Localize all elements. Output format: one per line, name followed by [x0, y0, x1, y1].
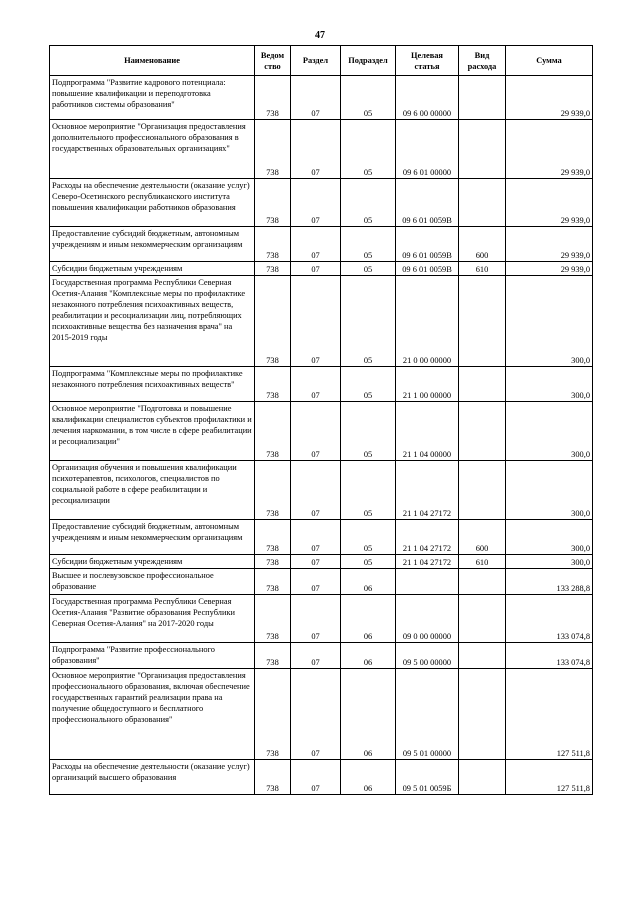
- cell-tsel: 21 0 00 00000: [396, 276, 459, 367]
- cell-vid: [459, 669, 506, 760]
- cell-razdel: 07: [291, 367, 341, 402]
- col-header-tsel: Целевая статья: [396, 46, 459, 76]
- cell-razdel: 07: [291, 760, 341, 795]
- table-row: [50, 669, 593, 760]
- col-header-summa: Сумма: [506, 46, 593, 76]
- table-row: [50, 179, 593, 227]
- cell-vedom: 738: [255, 643, 291, 669]
- cell-name: Основное мероприятие "Организация предоставления профессионального образования, включая обеспечение государственных гарантий реализации права на получение общедоступного и бесплатного профессионального образования": [50, 669, 255, 760]
- cell-name: Высшее и послевузовское профессиональное образование: [50, 569, 255, 595]
- cell-vid: 600: [459, 520, 506, 555]
- cell-vid: [459, 461, 506, 520]
- cell-tsel: 09 6 01 0059В: [396, 227, 459, 262]
- cell-summa: 29 939,0: [506, 179, 593, 227]
- cell-podrazdel: 05: [341, 367, 396, 402]
- cell-podrazdel: 06: [341, 669, 396, 760]
- cell-name: Основное мероприятие "Организация предоставления дополнительного профессионального образования в государственных образовательных организациях": [50, 120, 255, 179]
- cell-razdel: 07: [291, 262, 341, 276]
- cell-tsel: 21 1 04 27172: [396, 461, 459, 520]
- cell-razdel: 07: [291, 227, 341, 262]
- cell-vedom: 738: [255, 227, 291, 262]
- cell-name: Расходы на обеспечение деятельности (оказание услуг) Северо-Осетинского республиканского института повышения квалификации работников образования: [50, 179, 255, 227]
- cell-vedom: 738: [255, 179, 291, 227]
- cell-name: Предоставление субсидий бюджетным, автономным учреждениям и иным некоммерческим организациям: [50, 227, 255, 262]
- cell-vid: [459, 760, 506, 795]
- table-row: [50, 402, 593, 461]
- page-number: 47: [315, 30, 325, 41]
- cell-vedom: 738: [255, 367, 291, 402]
- cell-vid: [459, 569, 506, 595]
- cell-summa: 300,0: [506, 276, 593, 367]
- col-header-vid: Вид расхода: [459, 46, 506, 76]
- cell-razdel: 07: [291, 669, 341, 760]
- cell-podrazdel: 06: [341, 569, 396, 595]
- cell-razdel: 07: [291, 402, 341, 461]
- cell-name: Государственная программа Республики Северная Осетия-Алания "Комплексные меры по профилактике незаконного потребления психоактивных веществ, реабилитации и ресоциализации лиц, потребляющих психоактивные вещества без назначения врача" на 2015-2019 годы: [50, 276, 255, 367]
- cell-vid: [459, 276, 506, 367]
- cell-razdel: 07: [291, 461, 341, 520]
- table-row: [50, 643, 593, 669]
- cell-tsel: 09 5 01 00000: [396, 669, 459, 760]
- table-row: [50, 595, 593, 643]
- table-row: [50, 760, 593, 795]
- cell-tsel: 09 6 01 0059В: [396, 179, 459, 227]
- table-header-row: [50, 46, 593, 76]
- table-row: [50, 461, 593, 520]
- cell-summa: 29 939,0: [506, 120, 593, 179]
- cell-vedom: 738: [255, 461, 291, 520]
- cell-podrazdel: 05: [341, 262, 396, 276]
- cell-summa: 300,0: [506, 461, 593, 520]
- cell-vid: 600: [459, 227, 506, 262]
- cell-vid: 610: [459, 262, 506, 276]
- cell-vedom: 738: [255, 262, 291, 276]
- cell-name: Основное мероприятие "Подготовка и повышение квалификации специалистов субъектов профилактики и лечения наркомании, в том числе в сфере реабилитации и ресоциализации": [50, 402, 255, 461]
- cell-vedom: 738: [255, 120, 291, 179]
- cell-podrazdel: 05: [341, 461, 396, 520]
- cell-vedom: 738: [255, 669, 291, 760]
- table-row: [50, 227, 593, 262]
- cell-tsel: 21 1 04 27172: [396, 520, 459, 555]
- table-row: [50, 276, 593, 367]
- cell-tsel: 09 6 00 00000: [396, 76, 459, 120]
- col-header-razdel: Раздел: [291, 46, 341, 76]
- cell-podrazdel: 06: [341, 643, 396, 669]
- cell-name: Субсидии бюджетным учреждениям: [50, 555, 255, 569]
- cell-vedom: 738: [255, 760, 291, 795]
- cell-vid: [459, 179, 506, 227]
- cell-razdel: 07: [291, 569, 341, 595]
- cell-tsel: 21 1 00 00000: [396, 367, 459, 402]
- cell-summa: 300,0: [506, 402, 593, 461]
- cell-podrazdel: 05: [341, 555, 396, 569]
- table-row: [50, 120, 593, 179]
- cell-summa: 300,0: [506, 367, 593, 402]
- table-row: [50, 555, 593, 569]
- cell-name: Предоставление субсидий бюджетным, автономным учреждениям и иным некоммерческим организациям: [50, 520, 255, 555]
- cell-tsel: 09 5 01 0059Б: [396, 760, 459, 795]
- cell-name: Подпрограмма "Развитие профессионального образования": [50, 643, 255, 669]
- table-row: [50, 367, 593, 402]
- table-row: [50, 569, 593, 595]
- cell-name: Подпрограмма "Комплексные меры по профилактике незаконного потребления психоактивных веществ": [50, 367, 255, 402]
- cell-vid: 610: [459, 555, 506, 569]
- table-row: [50, 76, 593, 120]
- cell-podrazdel: 05: [341, 120, 396, 179]
- cell-name: Субсидии бюджетным учреждениям: [50, 262, 255, 276]
- cell-vedom: 738: [255, 276, 291, 367]
- cell-tsel: [396, 569, 459, 595]
- cell-razdel: 07: [291, 276, 341, 367]
- cell-tsel: 09 6 01 0059В: [396, 262, 459, 276]
- cell-vedom: 738: [255, 555, 291, 569]
- cell-summa: 29 939,0: [506, 262, 593, 276]
- cell-podrazdel: 05: [341, 227, 396, 262]
- cell-summa: 133 288,8: [506, 569, 593, 595]
- cell-razdel: 07: [291, 520, 341, 555]
- cell-razdel: 07: [291, 555, 341, 569]
- cell-tsel: 09 6 01 00000: [396, 120, 459, 179]
- cell-podrazdel: 05: [341, 402, 396, 461]
- cell-name: Организация обучения и повышения квалификации психотерапевтов, психологов, специалистов по социальной работе в сфере реабилитации и ресоциализации: [50, 461, 255, 520]
- cell-vedom: 738: [255, 520, 291, 555]
- col-header-vedom: Ведом ство: [255, 46, 291, 76]
- cell-summa: 133 074,8: [506, 643, 593, 669]
- cell-podrazdel: 05: [341, 179, 396, 227]
- cell-vid: [459, 367, 506, 402]
- cell-vid: [459, 76, 506, 120]
- cell-vid: [459, 120, 506, 179]
- cell-name: Расходы на обеспечение деятельности (оказание услуг) организаций высшего образования: [50, 760, 255, 795]
- cell-podrazdel: 05: [341, 276, 396, 367]
- cell-summa: 127 511,8: [506, 669, 593, 760]
- cell-name: Подпрограмма "Развитие кадрового потенциала: повышение квалификации и переподготовка работников системы образования": [50, 76, 255, 120]
- cell-razdel: 07: [291, 595, 341, 643]
- cell-vedom: 738: [255, 76, 291, 120]
- cell-podrazdel: 05: [341, 76, 396, 120]
- cell-tsel: 09 5 00 00000: [396, 643, 459, 669]
- table-body: [50, 76, 593, 795]
- cell-summa: 300,0: [506, 555, 593, 569]
- cell-tsel: 21 1 04 27172: [396, 555, 459, 569]
- cell-podrazdel: 06: [341, 760, 396, 795]
- cell-razdel: 07: [291, 643, 341, 669]
- cell-razdel: 07: [291, 120, 341, 179]
- cell-summa: 29 939,0: [506, 227, 593, 262]
- cell-tsel: 21 1 04 00000: [396, 402, 459, 461]
- cell-summa: 300,0: [506, 520, 593, 555]
- col-header-name: Наименование: [50, 46, 255, 76]
- cell-podrazdel: 05: [341, 520, 396, 555]
- table-row: [50, 520, 593, 555]
- cell-vedom: 738: [255, 402, 291, 461]
- cell-razdel: 07: [291, 76, 341, 120]
- cell-summa: 29 939,0: [506, 76, 593, 120]
- budget-table: [49, 45, 593, 795]
- table-row: [50, 262, 593, 276]
- cell-summa: 127 511,8: [506, 760, 593, 795]
- cell-tsel: 09 0 00 00000: [396, 595, 459, 643]
- cell-vid: [459, 402, 506, 461]
- cell-vedom: 738: [255, 569, 291, 595]
- cell-podrazdel: 06: [341, 595, 396, 643]
- cell-razdel: 07: [291, 179, 341, 227]
- cell-vid: [459, 643, 506, 669]
- col-header-podrazdel: Подраздел: [341, 46, 396, 76]
- cell-name: Государственная программа Республики Северная Осетия-Алания "Развитие образования Республики Северная Осетия-Алания" на 2017-2020 годы: [50, 595, 255, 643]
- cell-vid: [459, 595, 506, 643]
- cell-vedom: 738: [255, 595, 291, 643]
- cell-summa: 133 074,8: [506, 595, 593, 643]
